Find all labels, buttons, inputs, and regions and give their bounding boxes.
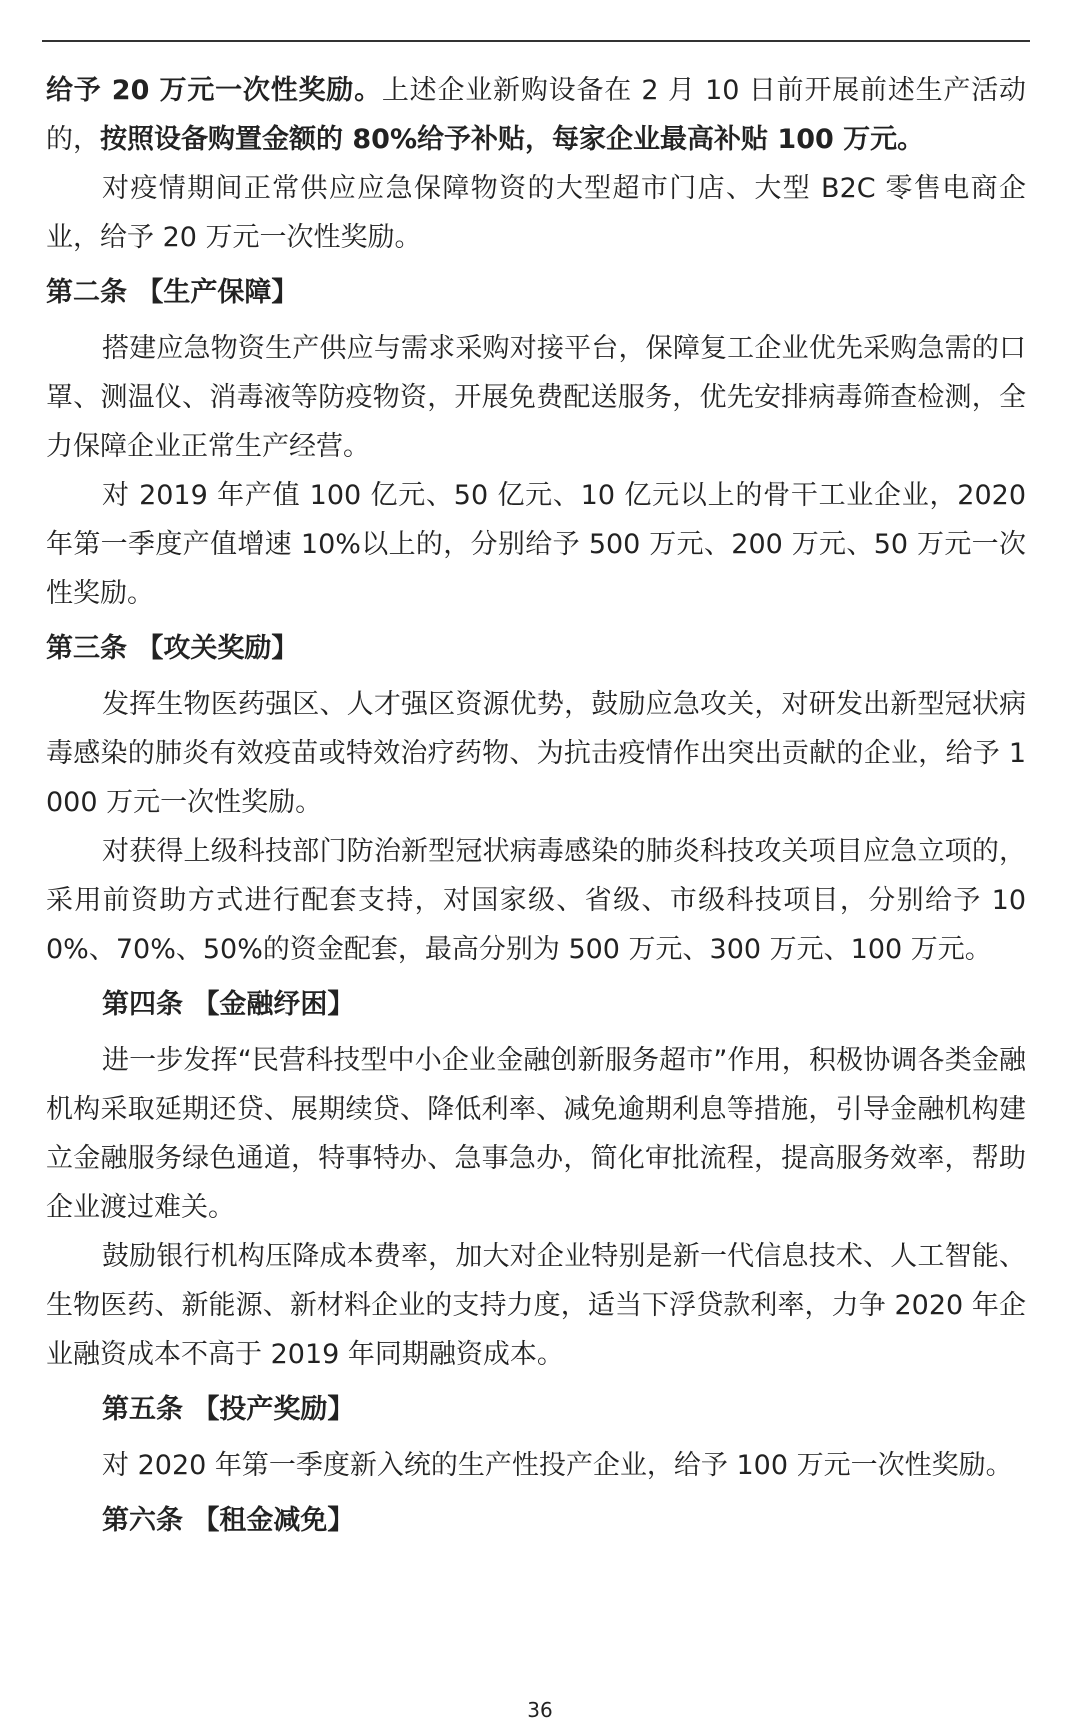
header-rule xyxy=(42,40,1030,42)
paragraph-subsidy-continued xyxy=(46,66,1026,164)
body-text: 上述企业新购设备在 2 月 10 日前开展前述生产活动的， xyxy=(46,75,1026,155)
paragraph-production-platform: 搭建应急物资生产供应与需求采购对接平台，保障复工企业优先采购急需的口罩、测温仪、消毒液等防疫物资，开展免费配送服务，优先安排病毒筛查检测，全力保障企业正常生产经营。 xyxy=(46,333,1026,462)
paragraph-finance-supermarket: 进一步发挥“民营科技型中小企业金融创新服务超市”作用，积极协调各类金融机构采取延期还贷、展期续贷、降低利率、减免逾期利息等措施，引导金融机构建立金融服务绿色通道，特事特办、急事急办，简化审批流程，提高服务效率，帮助企业渡过难关。 xyxy=(46,1045,1026,1223)
bold-text: 给予 20 万元一次性奖励。 xyxy=(46,75,382,106)
paragraph-new-enterprise-reward: 对 2020 年第一季度新入统的生产性投产企业，给予 100 万元一次性奖励。 xyxy=(102,1450,1013,1481)
paragraph-industrial-reward: 对 2019 年产值 100 亿元、50 亿元、10 亿元以上的骨干工业企业，2020 年第一季度产值增速 10%以上的，分别给予 500 万元、200 万元、50 万元一次性奖励。 xyxy=(46,480,1026,609)
paragraph-vaccine-reward: 发挥生物医药强区、人才强区资源优势，鼓励应急攻关，对研发出新型冠状病毒感染的肺炎有效疫苗或特效治疗药物、为抗击疫情作出突出贡献的企业，给予 1000 万元一次性奖励。 xyxy=(46,689,1026,818)
paragraph-bank-rates: 鼓励银行机构压降成本费率，加大对企业特别是新一代信息技术、人工智能、生物医药、新能源、新材料企业的支持力度，适当下浮贷款利率，力争 2020 年企业融资成本不高于 2019 年同期融资成本。 xyxy=(46,1241,1026,1370)
page-number: 36 xyxy=(527,1698,553,1722)
document-body xyxy=(46,66,1026,1552)
article-2-heading: 第二条 【生产保障】 xyxy=(46,277,299,308)
paragraph-retail-reward: 对疫情期间正常供应应急保障物资的大型超市门店、大型 B2C 零售电商企业，给予 20 万元一次性奖励。 xyxy=(46,173,1026,253)
article-6-heading: 第六条 【租金减免】 xyxy=(102,1505,355,1536)
bold-text: 按照设备购置金额的 80%给予补贴，每家企业最高补贴 100 万元。 xyxy=(100,124,925,155)
article-4-heading: 第四条 【金融纾困】 xyxy=(102,989,355,1020)
paragraph-research-funding: 对获得上级科技部门防治新型冠状病毒感染的肺炎科技攻关项目应急立项的，采用前资助方式进行配套支持，对国家级、省级、市级科技项目，分别给予 100%、70%、50%的资金配套，最高分别为 500 万元、300 万元、100 万元。 xyxy=(46,836,1026,965)
article-3-heading: 第三条 【攻关奖励】 xyxy=(46,633,299,664)
article-5-heading: 第五条 【投产奖励】 xyxy=(102,1394,355,1425)
